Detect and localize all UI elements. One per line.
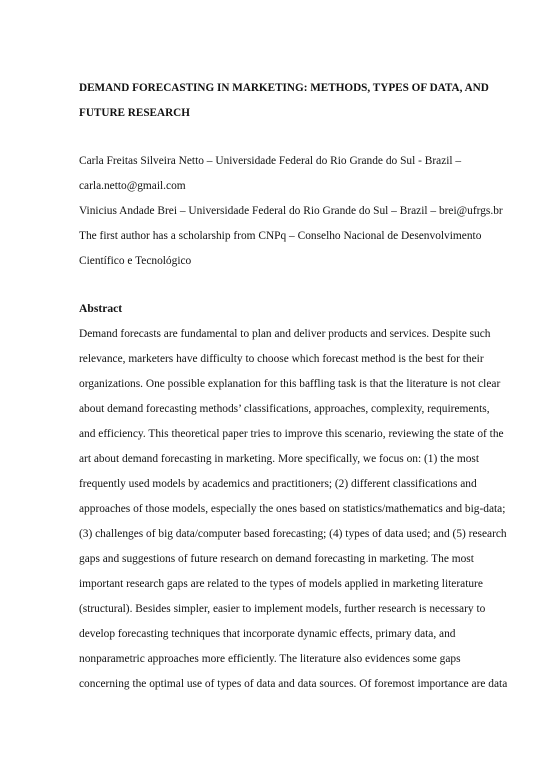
abstract-line-11: important research gaps are related to the types of models applied in marketing literature bbox=[79, 578, 483, 590]
abstract-line-10: gaps and suggestions of future research on demand forecasting in marketing. The most bbox=[79, 553, 474, 565]
abstract-line-8: approaches of those models, especially the ones based on statistics/mathematics and big-data; bbox=[79, 503, 506, 515]
author-line-2: carla.netto@gmail.com bbox=[79, 180, 186, 192]
abstract-line-13: develop forecasting techniques that incorporate dynamic effects, primary data, and bbox=[79, 628, 456, 640]
abstract-line-12: (structural). Besides simpler, easier to implement models, further research is necessary to bbox=[79, 603, 486, 615]
abstract-line-14: nonparametric approaches more efficiently. The literature also evidences some gaps bbox=[79, 653, 461, 665]
abstract-line-2: relevance, marketers have difficulty to choose which forecast method is the best for their bbox=[79, 353, 484, 365]
author-line-3: Vinicius Andade Brei – Universidade Federal do Rio Grande do Sul – Brazil – brei@ufrgs.br bbox=[79, 205, 503, 217]
author-line-1: Carla Freitas Silveira Netto – Universidade Federal do Rio Grande do Sul - Brazil – bbox=[79, 155, 462, 167]
paper-title-line-2: FUTURE RESEARCH bbox=[79, 107, 190, 119]
abstract-line-5: and efficiency. This theoretical paper tries to improve this scenario, reviewing the state of the bbox=[79, 428, 504, 440]
abstract-heading: Abstract bbox=[79, 302, 123, 315]
abstract-line-6: art about demand forecasting in marketing. More specifically, we focus on: (1) the most bbox=[79, 453, 480, 465]
paper-title-line-1: DEMAND FORECASTING IN MARKETING: METHODS, TYPES OF DATA, AND bbox=[79, 82, 489, 94]
abstract-line-15: concerning the optimal use of types of data and data sources. Of foremost importance are data bbox=[79, 678, 508, 690]
abstract-line-3: organizations. One possible explanation for this baffling task is that the literature is not clear bbox=[79, 378, 501, 390]
abstract-line-1: Demand forecasts are fundamental to plan and deliver products and services. Despite such bbox=[79, 328, 491, 340]
author-line-4: The first author has a scholarship from CNPq – Conselho Nacional de Desenvolvimento bbox=[79, 230, 482, 242]
author-line-5: Científico e Tecnológico bbox=[79, 255, 192, 267]
abstract-line-4: about demand forecasting methods’ classifications, approaches, complexity, requirements, bbox=[79, 403, 490, 415]
abstract-line-9: (3) challenges of big data/computer based forecasting; (4) types of data used; and (5) research bbox=[79, 528, 507, 540]
abstract-line-7: frequently used models by academics and practitioners; (2) different classifications and bbox=[79, 478, 477, 490]
